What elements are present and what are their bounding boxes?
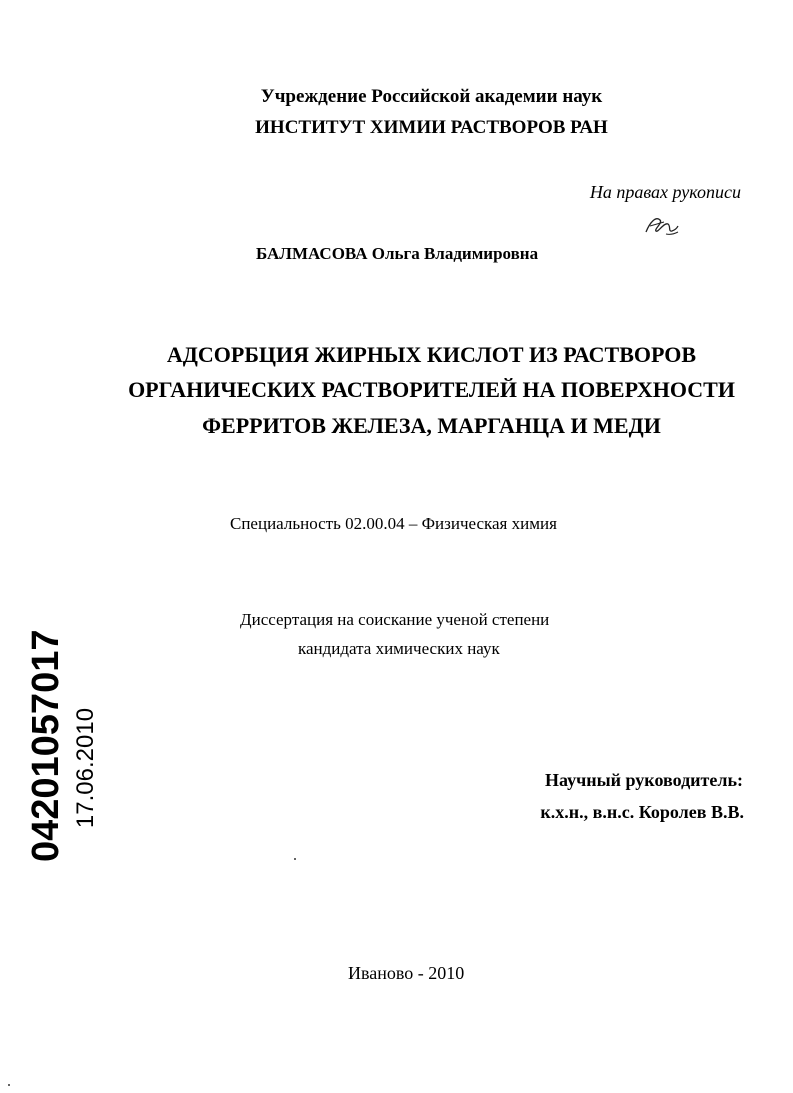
- institute-name: ИНСТИТУТ ХИМИИ РАСТВОРОВ РАН: [255, 117, 608, 138]
- supervisor-name: к.х.н., в.н.с. Королев В.В.: [540, 802, 744, 822]
- city-year: Иваново - 2010: [348, 963, 465, 983]
- dissertation-title-line-3: ФЕРРИТОВ ЖЕЛЕЗА, МАРГАНЦА И МЕДИ: [202, 413, 661, 438]
- library-stamp: [14, 630, 104, 870]
- library-stamp-number: 04201057017: [25, 629, 67, 862]
- dissertation-degree-line-2: кандидата химических наук: [298, 639, 500, 658]
- scan-speck: [8, 1084, 10, 1086]
- institution-header: Учреждение Российской академии наук: [260, 86, 603, 107]
- dissertation-degree-line-1: Диссертация на соискание ученой степени: [240, 610, 550, 629]
- specialty-line: Специальность 02.00.04 – Физическая химия: [230, 514, 557, 533]
- manuscript-rights-note: На правах рукописи: [589, 182, 741, 202]
- dissertation-title-line-2: ОРГАНИЧЕСКИХ РАСТВОРИТЕЛЕЙ НА ПОВЕРХНОСТИ: [128, 377, 735, 402]
- author-name: БАЛМАСОВА Ольга Владимировна: [256, 244, 539, 263]
- dissertation-title-line-1: АДСОРБЦИЯ ЖИРНЫХ КИСЛОТ ИЗ РАСТВОРОВ: [166, 342, 697, 367]
- handwritten-signature: [644, 212, 680, 238]
- scan-speck: [294, 858, 296, 860]
- supervisor-label: Научный руководитель:: [545, 770, 743, 790]
- library-stamp-date: 17.06.2010: [72, 707, 99, 829]
